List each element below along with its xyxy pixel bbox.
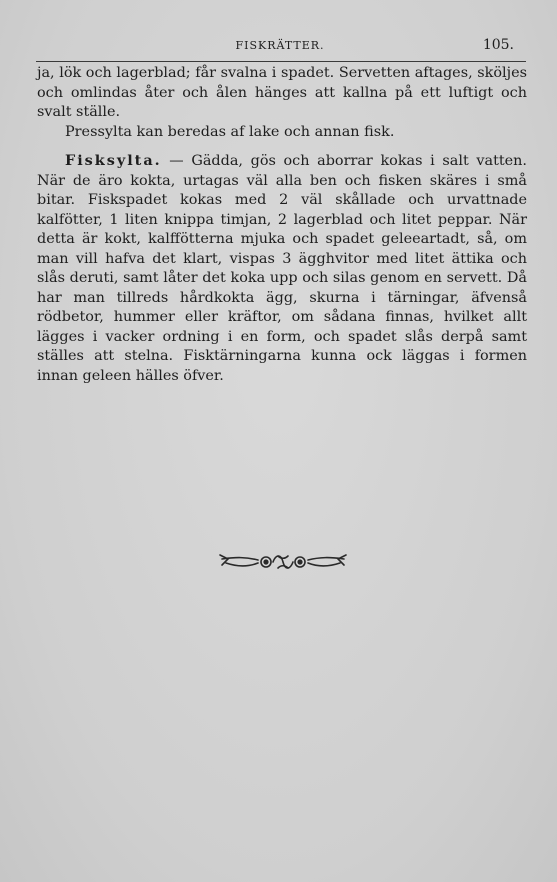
paragraph-spacer xyxy=(37,142,527,151)
header-rule xyxy=(36,61,526,62)
recipe-body: — Gädda, gös och aborrar kokas i salt vatten. När de äro kokta, urtagas väl alla ben och fisken skäres i små bitar. Fiskspadet kokas med 2 väl skållade och urvattnade kalfötter, 1 liten knippa timjan, 2 lagerblad och litet peppar. När detta är kokt, kalffötterna mjuka och spadet geleeartadt, så, om man vill hafva det klart, vispas 3 ägghvitor med litet ättika och slås deruti, samt låter det koka upp och silas genom en servett. Då har man tillreds hårdkokta ägg, skurna i tärningar, äfvenså rödbetor, hummer eller kräftor, om sådana finnas, hvilket allt lägges i vacker ordning i en form, och spadet slås derpå samt ställes att stelna. Fisktärningarna kunna ock läggas i formen innan geleen hälles öfver. xyxy=(37,153,527,384)
recipe-title: Fisksylta. xyxy=(65,152,162,169)
running-head xyxy=(40,37,520,57)
paragraph-fisksylta xyxy=(37,151,527,386)
paragraph-pressylta: Pressylta kan beredas af lake och annan fisk. xyxy=(65,123,395,140)
running-title: FISKRÄTTER. xyxy=(235,39,325,52)
body-text xyxy=(37,64,527,386)
page-number: 105. xyxy=(482,37,514,53)
paragraph-continued: ja, lök och lagerblad; får svalna i spadet. Servetten aftages, sköljes och omlindas åter och ålen hänges att kallna på ett luftigt och svalt ställe. xyxy=(37,65,527,120)
decorative-vignette-icon xyxy=(218,545,348,581)
